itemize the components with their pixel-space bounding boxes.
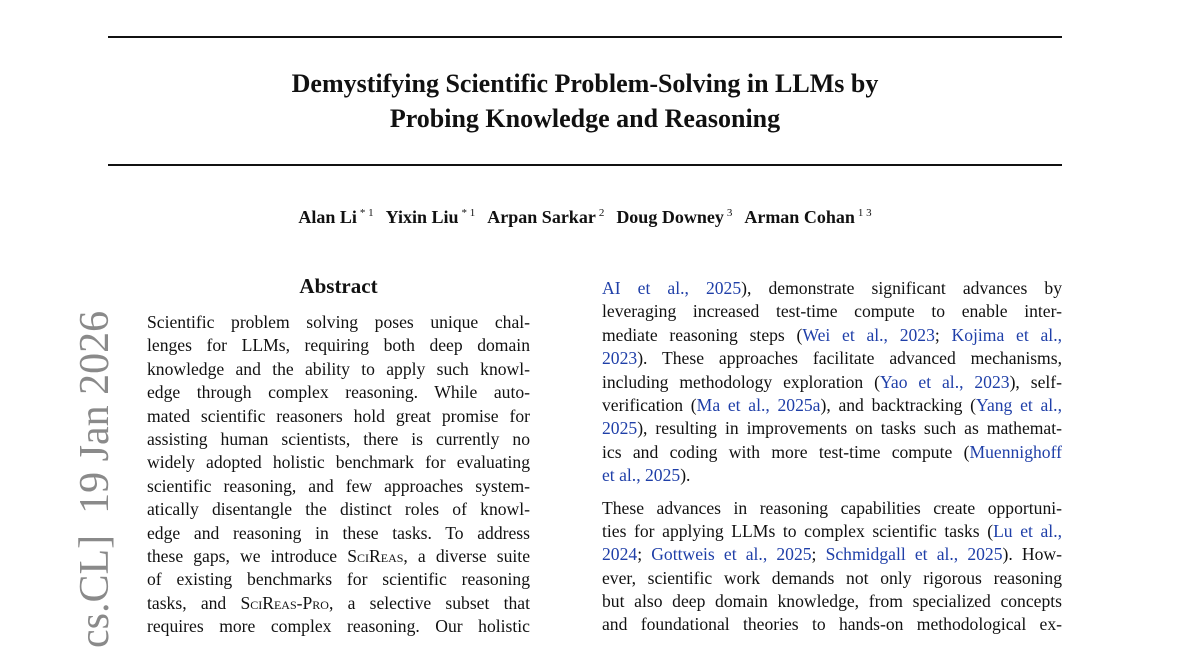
text-run: these gaps, we introduce	[147, 545, 348, 566]
text-run: scientific reasoning, and few approaches system-	[147, 475, 530, 496]
citation-link[interactable]: Schmidgall et al., 2025	[825, 544, 1003, 565]
bottom-rule	[108, 164, 1062, 166]
text-line	[147, 405, 530, 428]
text-run: including methodology exploration (	[602, 371, 880, 392]
text-line	[602, 277, 1062, 300]
small-caps-name: SciReas	[347, 545, 404, 566]
top-rule	[108, 36, 1062, 38]
text-run: ;	[811, 544, 826, 565]
author-name: Arpan Sarkar	[487, 207, 596, 227]
author-affiliation: 1 3	[857, 207, 872, 219]
author-name: Doug Downey	[616, 207, 724, 227]
text-line	[602, 464, 1062, 487]
text-line	[602, 441, 1062, 464]
citation-link[interactable]: et al., 2025	[602, 465, 681, 486]
text-line	[602, 347, 1062, 370]
text-line	[602, 590, 1062, 613]
text-run: ). These approaches facilitate advanced mechanisms,	[637, 348, 1062, 369]
text-run: ), demonstrate significant advances by	[741, 278, 1063, 298]
text-run: These advances in reasoning capabilities create opportuni-	[602, 497, 1062, 518]
text-run: ics and coding with more test-time compute (	[602, 441, 970, 462]
text-run: ties for applying LLMs to complex scientific tasks (	[602, 520, 994, 541]
abstract-text	[147, 311, 530, 638]
citation-link[interactable]: 2024	[602, 544, 638, 565]
citation-link[interactable]: 2025	[602, 418, 638, 439]
author	[386, 207, 476, 227]
text-run: ever, scientific work demands not only rigorous reasoning	[602, 567, 1062, 588]
citation-link[interactable]: Kojima et al.,	[951, 324, 1062, 345]
text-line	[602, 394, 1062, 417]
citation-link[interactable]: Ma et al., 2025a	[696, 394, 821, 415]
author	[298, 207, 373, 227]
text-line	[147, 475, 530, 498]
text-run: and foundational theories to hands-on methodological ex-	[602, 614, 1062, 635]
citation-link[interactable]: Muennighoff	[969, 441, 1062, 462]
citation-link[interactable]: AI et al., 2025	[602, 278, 742, 298]
text-line	[602, 300, 1062, 323]
text-run: Scientific problem solving poses unique chal-	[147, 312, 530, 332]
text-run: ;	[934, 324, 952, 345]
text-run: assisting human scientists, there is currently no	[147, 428, 530, 449]
text-run: edge through complex reasoning. While auto-	[147, 382, 530, 403]
author	[744, 207, 871, 227]
text-run: tasks, and	[147, 592, 241, 613]
author-affiliation: 2	[598, 207, 605, 219]
text-run: lenges for LLMs, requiring both deep domain	[147, 335, 530, 356]
citation-link[interactable]: 2023	[602, 348, 638, 369]
text-line	[147, 498, 530, 521]
text-run: ), and backtracking (	[820, 394, 976, 415]
author	[487, 207, 604, 227]
text-line	[602, 543, 1062, 566]
text-line	[602, 567, 1062, 590]
author-name: Yixin Liu	[385, 207, 459, 227]
paper-title	[108, 66, 1062, 136]
text-run: mated scientific reasoners hold great promise for	[147, 405, 530, 426]
author-list	[108, 207, 1062, 228]
text-line	[602, 520, 1062, 543]
title-line-2: Probing Knowledge and Reasoning	[389, 104, 781, 133]
text-line	[147, 358, 530, 381]
arxiv-stamp: cs.CL] 19 Jan 2026	[72, 310, 118, 648]
text-line	[147, 451, 530, 474]
author	[616, 207, 732, 227]
text-run: ;	[637, 544, 652, 565]
citation-link[interactable]: Yao et al., 2023	[879, 371, 1010, 392]
citation-link[interactable]: Lu et al.,	[993, 520, 1062, 541]
abstract-heading: Abstract	[299, 274, 378, 298]
text-line	[602, 371, 1062, 394]
text-line	[147, 592, 530, 615]
text-run: , a diverse suite	[403, 545, 531, 566]
text-line	[147, 522, 530, 545]
text-line	[602, 417, 1062, 440]
text-run: ). How-	[1002, 544, 1062, 565]
text-run: mediate reasoning steps (	[602, 324, 803, 345]
author-affiliation: * 1	[359, 207, 374, 219]
text-run: ), resulting in improvements on tasks such as mathemat-	[637, 418, 1062, 439]
text-run: verification (	[602, 394, 697, 415]
text-run: ), self-	[1009, 371, 1062, 392]
text-line	[147, 311, 530, 334]
author-affiliation: * 1	[461, 207, 476, 219]
text-run: of existing benchmarks for scientific reasoning	[147, 569, 530, 590]
text-line	[602, 497, 1062, 520]
text-line	[147, 615, 530, 638]
text-run: but also deep domain knowledge, from specialized concepts	[602, 591, 1062, 612]
text-run: knowledge and the ability to apply such knowl-	[147, 358, 530, 379]
author-name: Arman Cohan	[744, 207, 855, 227]
text-line	[147, 568, 530, 591]
text-run: ).	[680, 465, 691, 486]
text-run: atically disentangle the distinct roles of knowl-	[147, 499, 530, 520]
text-line	[147, 428, 530, 451]
title-line-1: Demystifying Scientific Problem-Solving in LLMs by	[291, 69, 879, 98]
text-line	[147, 545, 530, 568]
text-line	[602, 613, 1062, 636]
introduction-text	[602, 277, 1062, 637]
citation-link[interactable]: Gottweis et al., 2025	[651, 544, 812, 565]
text-run: edge and reasoning in these tasks. To address	[147, 522, 530, 543]
text-run: widely adopted holistic benchmark for evaluating	[147, 452, 530, 473]
citation-link[interactable]: Wei et al., 2023	[802, 324, 935, 345]
text-line	[147, 381, 530, 404]
text-run: requires more complex reasoning. Our holistic	[147, 616, 530, 637]
citation-link[interactable]: Yang et al.,	[976, 394, 1062, 415]
small-caps-name: SciReas-Pro	[240, 592, 329, 613]
author-affiliation: 3	[726, 207, 733, 219]
text-run: , a selective subset that	[328, 592, 530, 613]
text-line	[147, 334, 530, 357]
text-run: leveraging increased test-time compute to enable inter-	[602, 301, 1062, 322]
text-line	[602, 324, 1062, 347]
author-name: Alan Li	[298, 207, 357, 227]
